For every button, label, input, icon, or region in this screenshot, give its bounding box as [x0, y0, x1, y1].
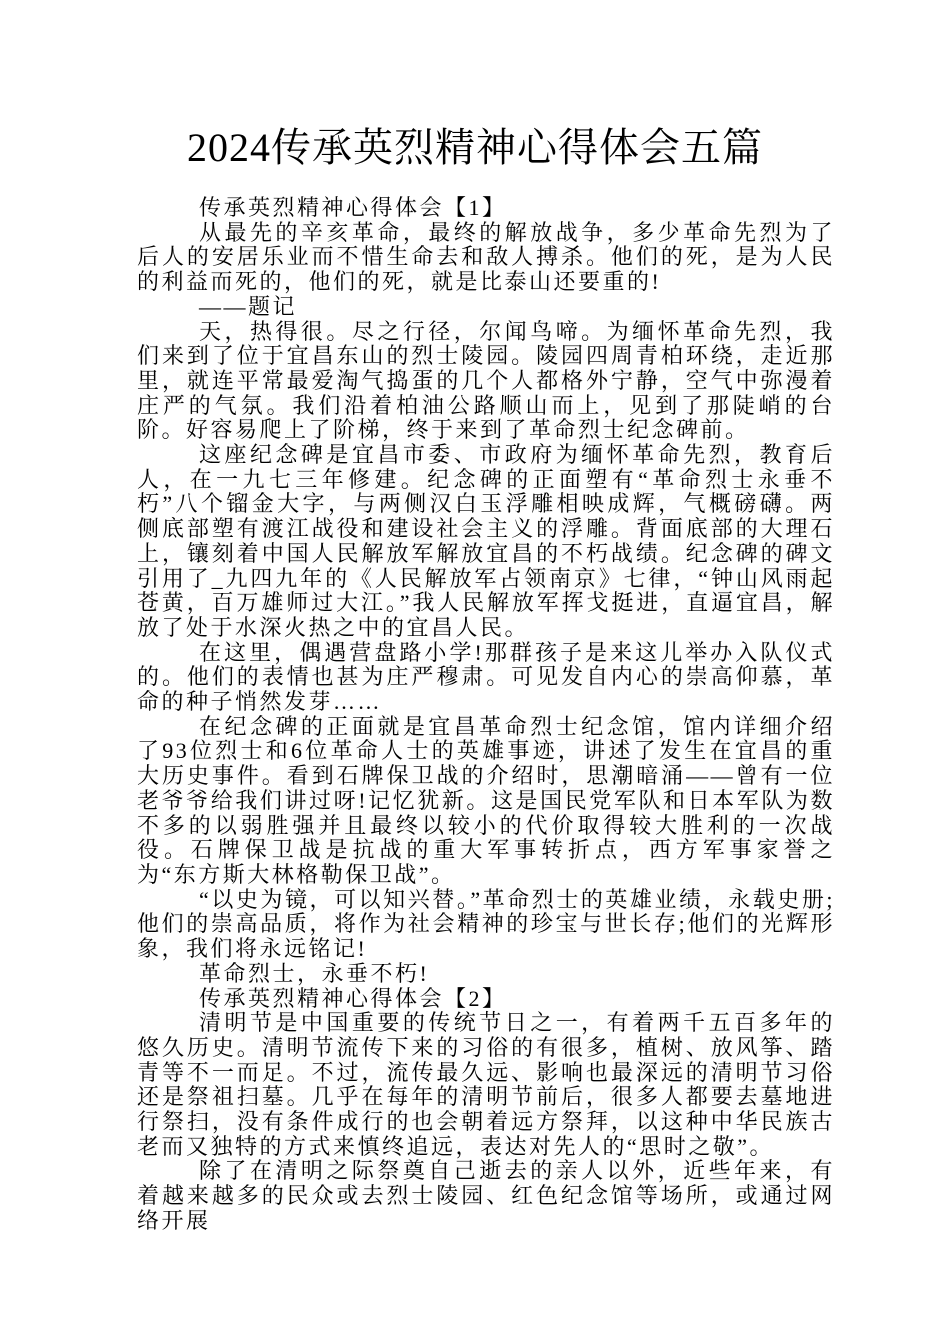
paragraph: 在纪念碑的正面就是宜昌革命烈士纪念馆，馆内详细介绍了93位烈士和6位革命人士的英雄事迹，讲述了发生在宜昌的重大历史事件。看到石牌保卫战的介绍时，思潮暗涌——曾有一位老爷爷给我们讲过呀!记忆犹新。这是国民党军队和日本军队为数不多的以弱胜强并且最终以较小的代价取得较大胜利的一次战役。石牌保卫战是抗战的重大军事转折点，西方军事家誉之为“东方斯大林格勒保卫战”。 [137, 713, 835, 887]
paragraph: 清明节是中国重要的传统节日之一，有着两千五百多年的悠久历史。清明节流传下来的习俗的有很多，植树、放风筝、踏青等不一而足。不过，流传最久远、影响也最深远的清明节习俗还是祭祖扫墓。几乎在每年的清明节前后，很多人都要去墓地进行祭扫，没有条件成行的也会朝着远方祭拜，以这种中华民族古老而又独特的方式来慎终追远，表达对先人的“思时之敬”。 [137, 1010, 835, 1159]
paragraph: 这座纪念碑是宜昌市委、市政府为缅怀革命先烈，教育后人，在一九七三年修建。纪念碑的正面塑有“革命烈士永垂不朽”八个镏金大字，与两侧汉白玉浮雕相映成辉，气概磅礴。两侧底部塑有渡江战役和建设社会主义的浮雕。背面底部的大理石上，镶刻着中国人民解放军解放宜昌的不朽战绩。纪念碑的碑文引用了_九四九年的《人民解放军占领南京》七律，“钟山风雨起苍黄，百万雄师过大江。”我人民解放军挥戈挺进，直逼宜昌，解放了处于水深火热之中的宜昌人民。 [137, 442, 835, 640]
paragraph: 传承英烈精神心得体会【1】 [199, 195, 507, 220]
paragraph: “以史为镜，可以知兴替。”革命烈士的英雄业绩，永载史册;他们的崇高品质，将作为社会精神的珍宝与世长存;他们的光辉形象，我们将永远铭记! [137, 886, 835, 962]
paragraph: 天，热得很。尽之行径，尔闻鸟啼。为缅怀革命先烈，我们来到了位于宜昌东山的烈士陵园。陵园四周青柏环绕，走近那里，就连平常最爱淘气捣蛋的几个人都格外宁静，空气中弥漫着庄严的气氛。我们沿着柏油公路顺山而上，见到了那陡峭的台阶。好容易爬上了阶梯，终于来到了革命烈士纪念碑前。 [137, 318, 835, 443]
paragraph: 从最先的辛亥革命，最终的解放战争，多少革命先烈为了后人的安居乐业而不惜生命去和敌人搏杀。他们的死，是为人民的利益而死的，他们的死，就是比泰山还要重的! [137, 219, 835, 295]
paragraph: 传承英烈精神心得体会【2】 [199, 985, 507, 1011]
document-title: 2024传承英烈精神心得体会五篇 [187, 125, 763, 170]
paragraph: ——题记 [199, 293, 298, 319]
paragraph: 在这里，偶遇营盘路小学!那群孩子是来这儿举办入队仪式的。他们的表情也甚为庄严穆肃。可见发自内心的崇高仰慕，革命的种子悄然发芽…… [137, 639, 835, 715]
document-body [137, 196, 835, 1234]
paragraph: 革命烈士，永垂不朽! [199, 960, 430, 986]
paragraph: 除了在清明之际祭奠自己逝去的亲人以外，近些年来，有着越来越多的民众或去烈士陵园、红色纪念馆等场所，或通过网络开展 [137, 1158, 835, 1233]
